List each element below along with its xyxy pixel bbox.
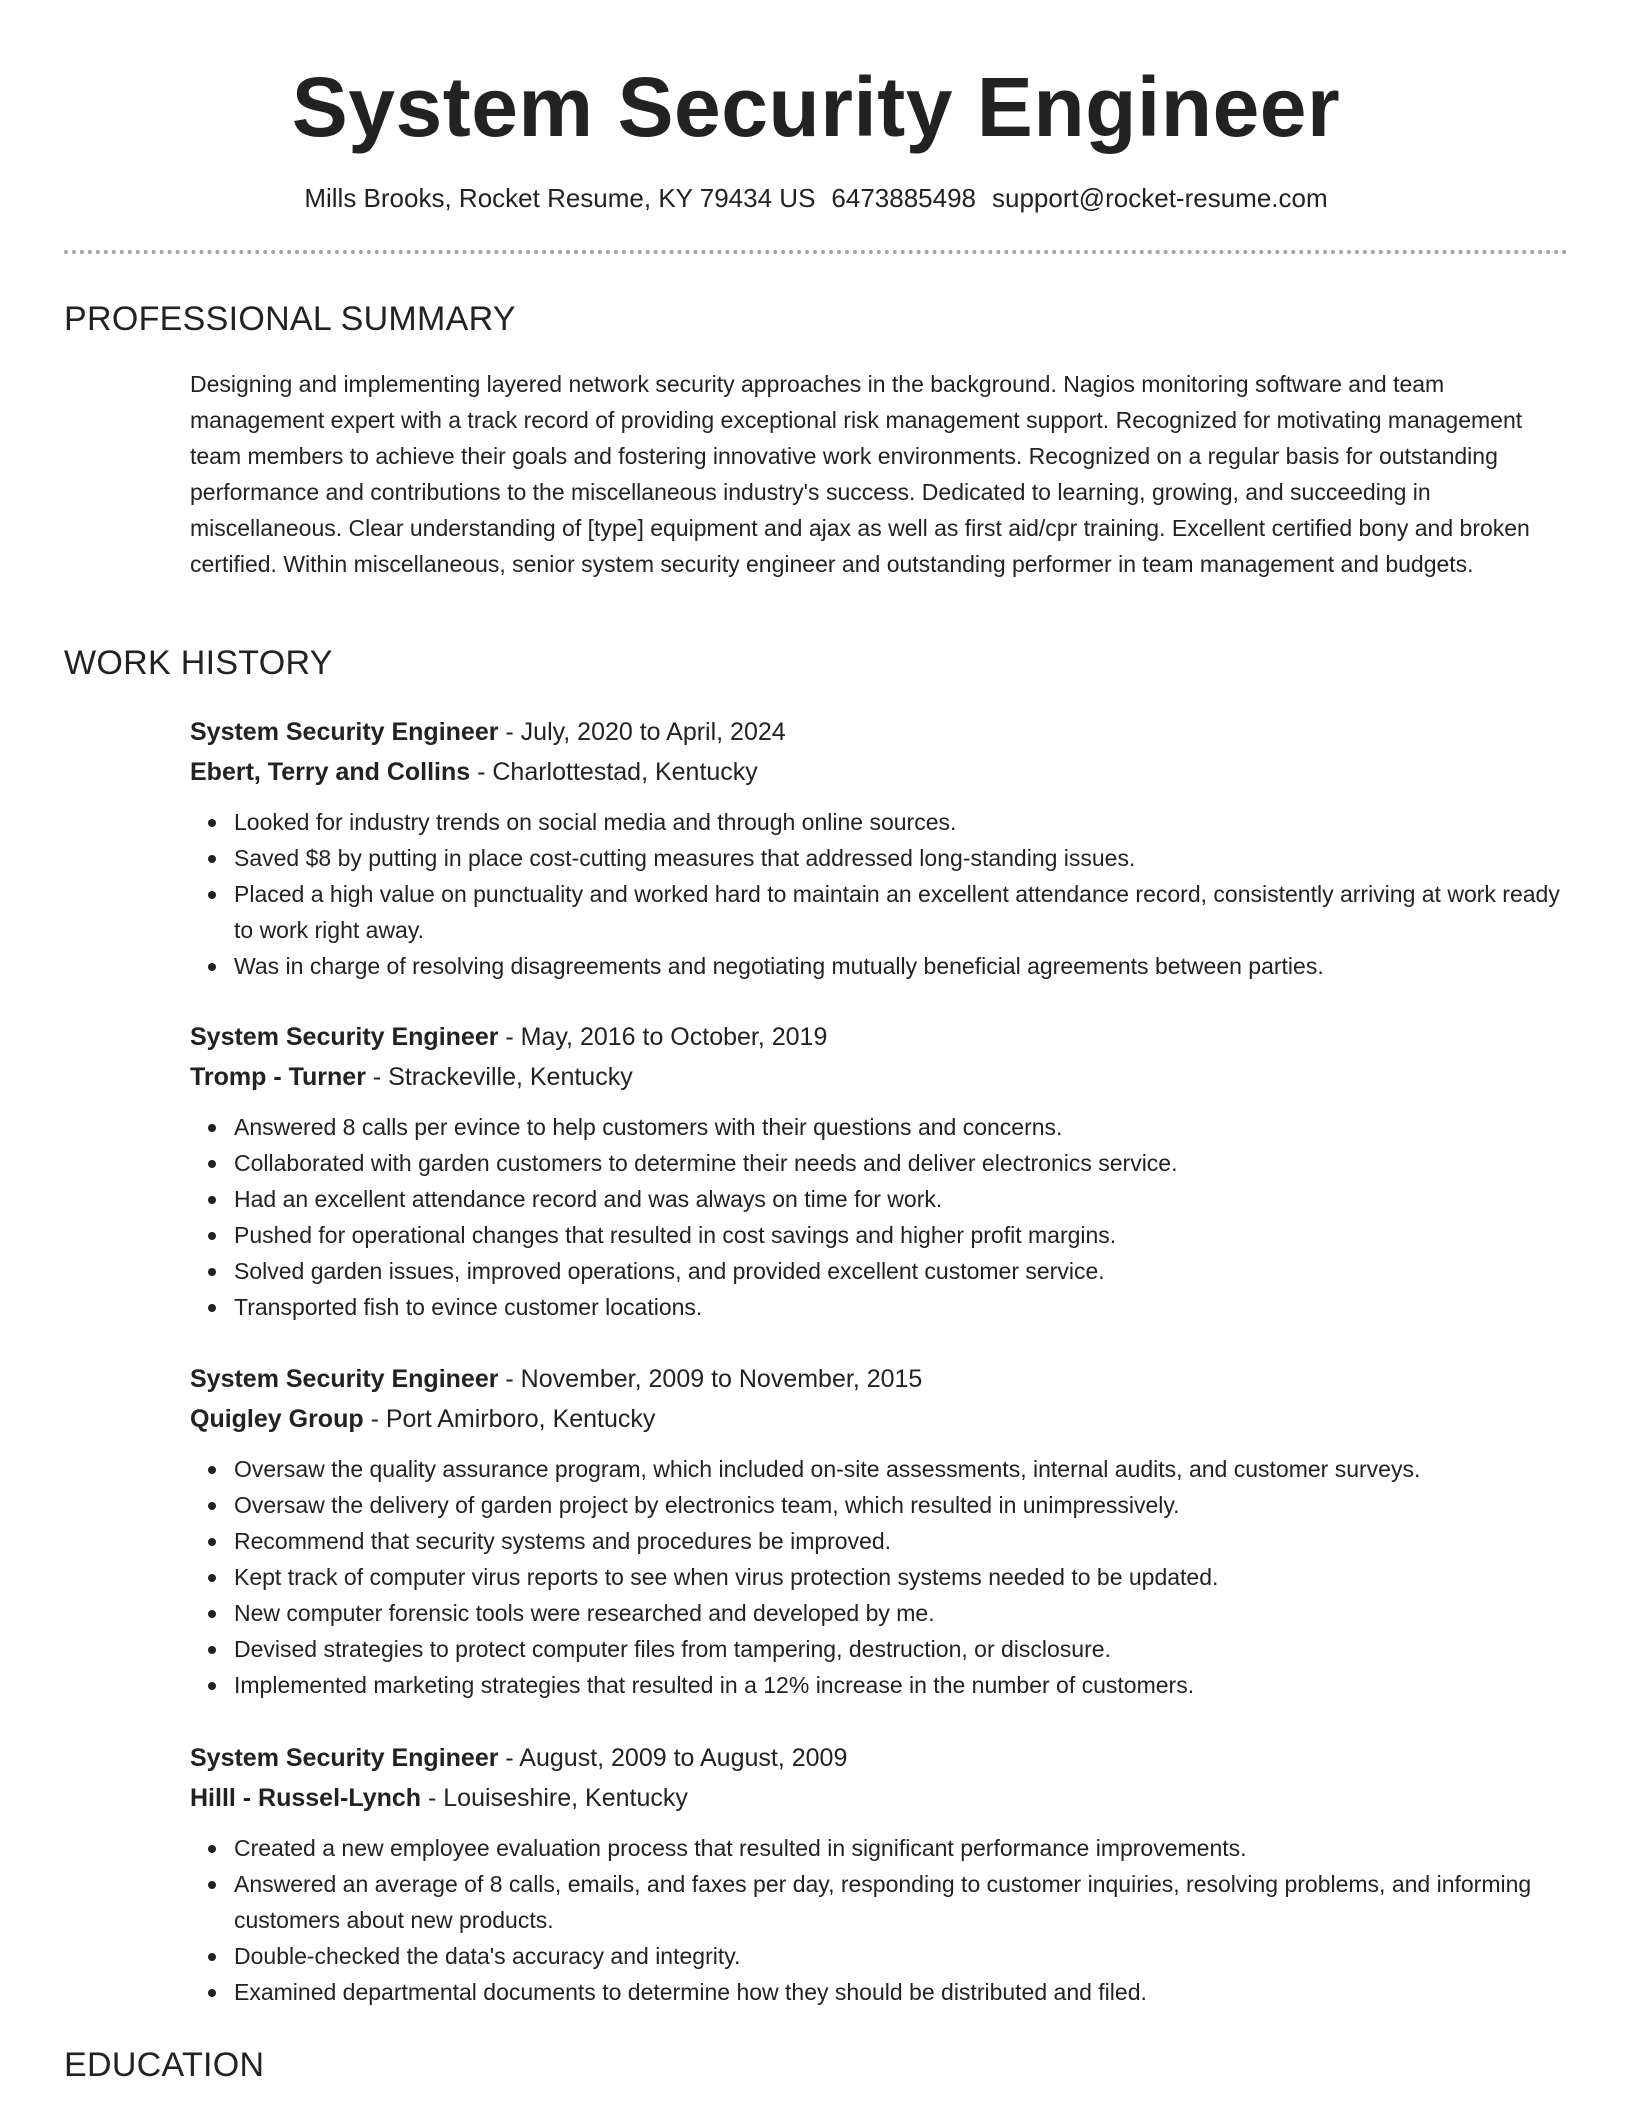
job-company: Quigley Group [190,1405,364,1433]
bullet-item: Oversaw the quality assurance program, which included on-site assessments, internal audits, and customer surveys. [234,1451,1570,1487]
job-location: - Strackeville, Kentucky [365,1063,633,1091]
job-bullets [190,1451,1570,1703]
bullet-item: Transported fish to evince customer locations. [234,1289,1570,1325]
resume-title: System Security Engineer [291,60,1341,154]
bullet-item: Implemented marketing strategies that resulted in a 12% increase in the number of customers. [234,1667,1570,1703]
job-location: - Louiseshire, Kentucky [421,1784,688,1812]
job-entry [190,1359,1570,1703]
job-bullets [190,1830,1570,2010]
bullet-item: Kept track of computer virus reports to see when virus protection systems needed to be updated. [234,1559,1570,1595]
work-history-heading: WORK HISTORY [64,644,333,682]
bullet-item: New computer forensic tools were researched and developed by me. [234,1595,1570,1631]
job-title-line [190,1359,1570,1399]
job-dates: - July, 2020 to April, 2024 [498,718,786,746]
contact-email: support@rocket-resume.com [992,183,1328,213]
job-company: Hilll - Russel-Lynch [190,1784,422,1812]
job-company: Ebert, Terry and Collins [190,758,471,786]
job-title-line [190,1738,1570,1778]
bullet-item: Was in charge of resolving disagreements and negotiating mutually beneficial agreements between parties. [234,948,1570,984]
job-bullets [190,804,1570,984]
job-entry [190,712,1570,984]
bullet-item: Had an excellent attendance record and was always on time for work. [234,1181,1570,1217]
job-dates: - November, 2009 to November, 2015 [498,1365,923,1393]
bullet-item: Placed a high value on punctuality and worked hard to maintain an excellent attendance record, consistently arriving at work ready to work right away. [234,876,1570,948]
summary-text: Designing and implementing layered network security approaches in the background. Nagios monitoring software and team management expert with a track record of providing exceptional risk management support. Recognized for motivating management team members to achieve their goals and fostering innovative work environments. Recognized on a regular basis for outstanding performance and contributions to the miscellaneous industry's success. Dedicated to learning, growing, and succeeding in miscellaneous. Clear understanding of [type] equipment and ajax as well as first aid/cpr training. Excellent certified bony and broken certified. Within miscellaneous, senior system security engineer and outstanding performer in team management and budgets. [190,371,1530,577]
job-location: - Charlottestad, Kentucky [470,758,758,786]
bullet-item: Answered 8 calls per evince to help customers with their questions and concerns. [234,1109,1570,1145]
bullet-item: Solved garden issues, improved operations, and provided excellent customer service. [234,1253,1570,1289]
bullet-item: Answered an average of 8 calls, emails, and faxes per day, responding to customer inquiries, resolving problems, and informing customers about new products. [234,1866,1570,1938]
bullet-item: Recommend that security systems and procedures be improved. [234,1523,1570,1559]
bullet-item: Devised strategies to protect computer files from tampering, destruction, or disclosure. [234,1631,1570,1667]
bullet-item: Pushed for operational changes that resulted in cost savings and higher profit margins. [234,1217,1570,1253]
bullet-item: Saved $8 by putting in place cost-cutting measures that addressed long-standing issues. [234,840,1570,876]
job-company-line [190,1399,1570,1439]
summary-heading: PROFESSIONAL SUMMARY [64,300,516,338]
job-title-line [190,712,1570,752]
job-location: - Port Amirboro, Kentucky [363,1405,656,1433]
job-title: System Security Engineer [190,1023,499,1051]
job-company-line [190,1778,1570,1818]
contact-address: Mills Brooks, Rocket Resume, KY 79434 US [304,183,816,213]
job-entry [190,1017,1570,1325]
contact-phone: 6473885498 [831,183,977,213]
bullet-item: Collaborated with garden customers to determine their needs and deliver electronics service. [234,1145,1570,1181]
job-dates: - August, 2009 to August, 2009 [498,1744,848,1772]
job-title: System Security Engineer [190,1365,499,1393]
contact-line [0,180,1632,216]
job-dates: - May, 2016 to October, 2019 [498,1023,828,1051]
education-heading: EDUCATION [64,2046,265,2084]
bullet-item: Examined departmental documents to determine how they should be distributed and filed. [234,1974,1570,2010]
bullet-item: Created a new employee evaluation process that resulted in significant performance improvements. [234,1830,1570,1866]
job-title-line [190,1017,1570,1057]
header-divider [64,250,1568,254]
job-bullets [190,1109,1570,1325]
job-entry [190,1738,1570,2010]
job-title: System Security Engineer [190,1744,499,1772]
job-company: Tromp - Turner [190,1063,366,1091]
bullet-item: Oversaw the delivery of garden project by electronics team, which resulted in unimpressively. [234,1487,1570,1523]
bullet-item: Double-checked the data's accuracy and integrity. [234,1938,1570,1974]
job-title: System Security Engineer [190,718,499,746]
bullet-item: Looked for industry trends on social media and through online sources. [234,804,1570,840]
job-company-line [190,752,1570,792]
job-company-line [190,1057,1570,1097]
